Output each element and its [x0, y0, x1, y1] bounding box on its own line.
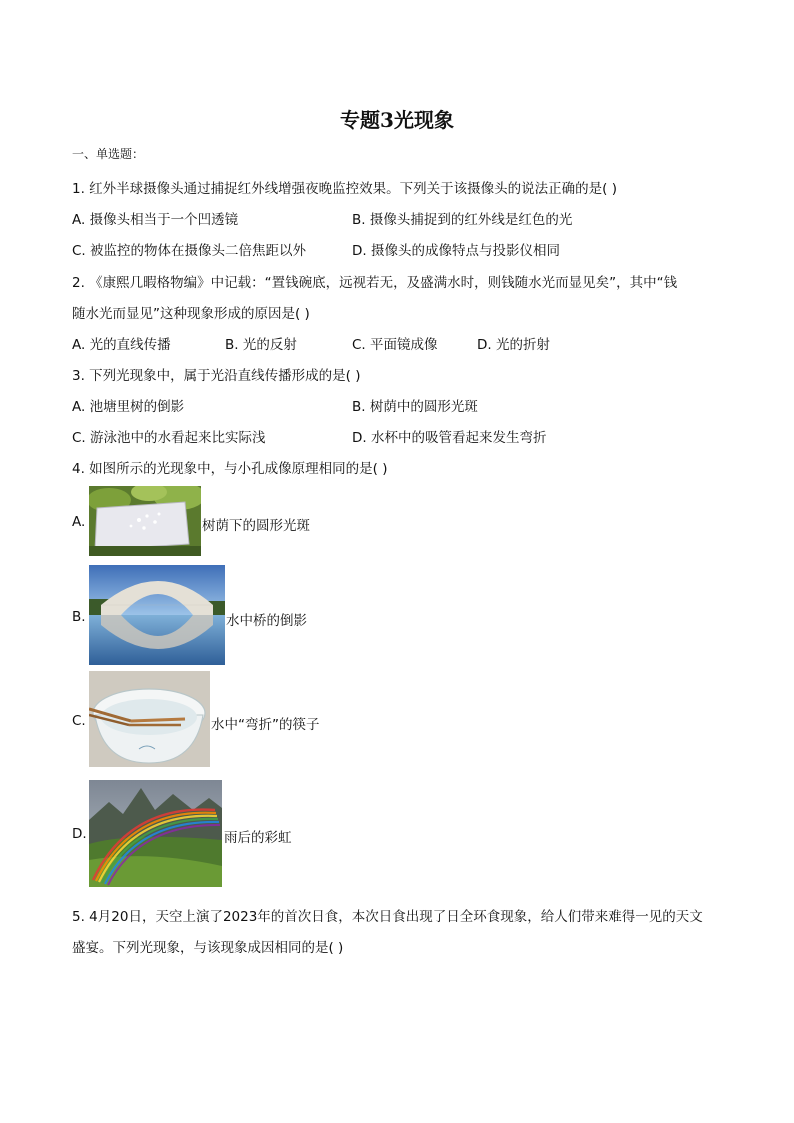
q4-option-c-letter: C.	[72, 713, 86, 729]
q4-option-a-caption: 树荫下的圆形光斑	[202, 518, 310, 534]
q1-option-b: B. 摄像头捕捉到的红外线是红色的光	[352, 212, 573, 228]
bowl-chopsticks-photo-icon	[89, 671, 210, 767]
q3-option-d: D. 水杯中的吸管看起来发生弯折	[352, 430, 547, 446]
q4-option-d-caption: 雨后的彩虹	[224, 830, 292, 846]
q2-stem-line2: 随水光而显见”这种现象形成的原因是( )	[72, 306, 310, 322]
q1-option-d: D. 摄像头的成像特点与投影仪相同	[352, 243, 560, 259]
section-heading: 一、单选题：	[72, 147, 145, 161]
q3-stem: 3. 下列光现象中，属于光沿直线传播形成的是( )	[72, 368, 361, 384]
q2-option-a: A. 光的直线传播	[72, 337, 171, 353]
q4-option-c-caption: 水中“弯折”的筷子	[211, 717, 320, 733]
q2-option-c: C. 平面镜成像	[352, 337, 438, 353]
page-title: 专题3光现象	[340, 108, 454, 132]
q5-stem-line1: 5. 4月20日，天空上演了2023年的首次日食，本次日食出现了日全环食现象，给人们带来难得一见的天文	[72, 909, 703, 925]
q4-option-b-caption: 水中桥的倒影	[226, 613, 307, 629]
q2-stem-line1: 2. 《康熙几暇格物编》中记载：“置钱碗底，远视若无，及盛满水时，则钱随水光而显见矣”，其中“钱	[72, 275, 678, 291]
q4-stem: 4. 如图所示的光现象中，与小孔成像原理相同的是( )	[72, 461, 388, 477]
q5-stem-line2: 盛宴。下列光现象，与该现象成因相同的是( )	[72, 940, 344, 956]
q3-option-c: C. 游泳池中的水看起来比实际浅	[72, 430, 266, 446]
q3-option-a: A. 池塘里树的倒影	[72, 399, 185, 415]
q4-option-b-letter: B.	[72, 609, 86, 625]
q3-option-b: B. 树荫中的圆形光斑	[352, 399, 478, 415]
q4-option-a-letter: A.	[72, 514, 86, 530]
q2-option-d: D. 光的折射	[477, 337, 550, 353]
leaf-shadow-photo-icon	[89, 486, 201, 556]
q1-option-c: C. 被监控的物体在摄像头二倍焦距以外	[72, 243, 307, 259]
q2-option-b: B. 光的反射	[225, 337, 297, 353]
rainbow-photo-icon	[89, 780, 222, 887]
q1-option-a: A. 摄像头相当于一个凹透镜	[72, 212, 239, 228]
q4-option-d-letter: D.	[72, 826, 87, 842]
q1-stem: 1. 红外半球摄像头通过捕捉红外线增强夜晚监控效果。下列关于该摄像头的说法正确的是( )	[72, 181, 617, 197]
bridge-reflection-photo-icon	[89, 565, 225, 665]
